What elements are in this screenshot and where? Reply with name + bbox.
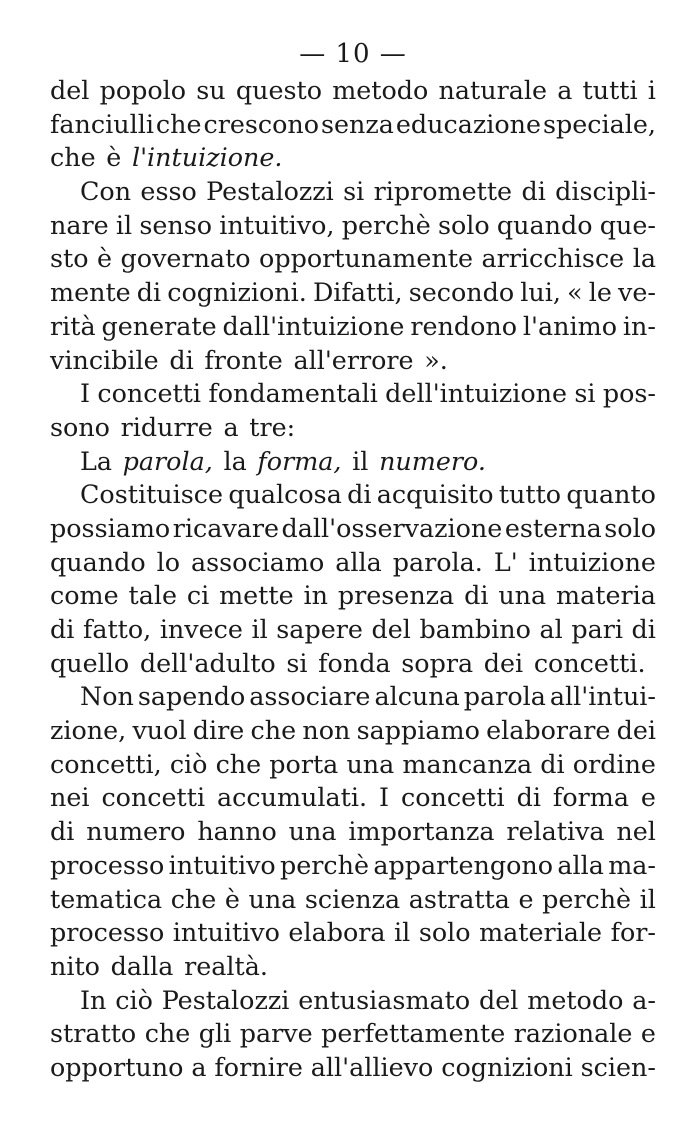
word: appartengono xyxy=(373,849,554,880)
word: parola xyxy=(463,681,546,712)
word: solo xyxy=(437,209,490,240)
word: all'allievo xyxy=(310,1051,434,1082)
text-line xyxy=(50,647,656,681)
word: sopra xyxy=(401,647,474,678)
word: « xyxy=(567,277,583,308)
page-number: — 10 — xyxy=(299,39,407,69)
text-line xyxy=(50,512,656,546)
word: I xyxy=(379,782,390,813)
word: perfettamente xyxy=(321,1018,506,1049)
word: perchè xyxy=(542,883,632,914)
word: rità xyxy=(50,310,96,341)
word: quando xyxy=(496,209,593,240)
word: entusiasmato xyxy=(298,984,471,1015)
word: le xyxy=(588,277,612,308)
word: la xyxy=(632,243,656,274)
word: ordine xyxy=(572,748,656,779)
word: solo xyxy=(418,917,471,948)
word: generate xyxy=(101,310,217,341)
word: non xyxy=(302,715,351,746)
word: come xyxy=(50,580,119,611)
word: di xyxy=(136,277,162,308)
word: e xyxy=(518,883,534,914)
word: materia xyxy=(556,580,656,611)
word: dei xyxy=(616,715,656,746)
word: perchè xyxy=(341,209,431,240)
word: si xyxy=(343,176,365,207)
word: tre: xyxy=(249,411,296,442)
word: e xyxy=(640,782,656,813)
text-line xyxy=(50,242,656,276)
word: del xyxy=(479,984,519,1015)
text-line xyxy=(50,984,656,1018)
word: che xyxy=(155,108,202,139)
text-line xyxy=(50,546,656,580)
word: intuitivo xyxy=(168,849,276,880)
word: intuitivo xyxy=(172,917,280,948)
word: parve xyxy=(239,1018,313,1049)
word: opportuno xyxy=(50,1051,184,1082)
word: metodo xyxy=(332,75,429,105)
word: dalla xyxy=(110,950,174,981)
word: mancanza xyxy=(402,748,533,779)
word: di xyxy=(516,782,541,813)
word: fanciulli xyxy=(50,108,154,139)
word: ma- xyxy=(608,849,656,880)
word: è xyxy=(106,142,122,173)
text-line xyxy=(50,478,656,512)
word: ricavare xyxy=(172,512,280,543)
word: pos- xyxy=(602,378,656,409)
word: ciò xyxy=(169,748,208,779)
word: numero xyxy=(86,816,186,847)
word: dire xyxy=(192,715,245,746)
word: mente xyxy=(50,277,131,308)
text-line xyxy=(50,1017,656,1051)
text-line xyxy=(50,344,656,378)
word: ridurre xyxy=(120,411,213,442)
word: I xyxy=(80,378,91,409)
word: una xyxy=(248,883,297,914)
word: pari xyxy=(571,614,623,644)
word: intuitivo, xyxy=(219,209,335,240)
word: sono xyxy=(50,411,110,442)
word: dei xyxy=(483,647,524,678)
text-line xyxy=(50,141,656,175)
word: fatto, xyxy=(82,614,152,644)
word: che xyxy=(144,1018,191,1049)
word: possiamo xyxy=(50,512,171,543)
text-line xyxy=(50,74,656,108)
word: forma, xyxy=(257,445,342,476)
word: fornire xyxy=(214,1051,303,1082)
word: all'errore xyxy=(293,344,414,375)
text-line xyxy=(50,748,656,782)
word: una xyxy=(498,580,547,611)
word: stratto xyxy=(50,1018,137,1049)
word: in- xyxy=(622,310,656,341)
word: vincibile xyxy=(50,344,159,375)
word: cognizioni. xyxy=(167,277,307,308)
word: di xyxy=(631,614,656,644)
word: elaborare xyxy=(486,715,611,746)
word: si xyxy=(574,378,596,409)
word: parola. xyxy=(392,546,483,577)
word: speciale, xyxy=(542,108,656,139)
word: sappiamo xyxy=(356,715,480,746)
word: che xyxy=(170,883,217,914)
word: l'animo xyxy=(522,310,617,341)
word: concetti. xyxy=(533,647,646,678)
word: la xyxy=(223,445,247,476)
word: dell'adulto xyxy=(139,647,276,678)
text-line xyxy=(50,377,656,411)
word: tematica xyxy=(50,883,163,914)
word: concetti xyxy=(101,782,206,813)
word: di xyxy=(540,748,565,779)
word: del xyxy=(371,614,411,644)
word: il xyxy=(115,209,133,240)
word: parola, xyxy=(122,445,213,476)
word: a xyxy=(191,1051,207,1082)
word: numero. xyxy=(379,445,486,476)
word: i xyxy=(647,75,656,105)
word: ci xyxy=(186,580,210,611)
word: bambino xyxy=(419,614,531,644)
word: tutto xyxy=(498,479,562,510)
text-line xyxy=(50,680,656,714)
word: lui, xyxy=(520,277,561,308)
text-line xyxy=(50,310,656,344)
word: senso xyxy=(139,209,213,240)
word: educazione xyxy=(395,108,542,139)
word: lo xyxy=(156,546,181,577)
word: dell'intuizione xyxy=(385,378,567,409)
word: vuol xyxy=(132,715,187,746)
text-line xyxy=(50,276,656,310)
text-line xyxy=(50,1051,656,1085)
word: del xyxy=(50,75,90,105)
text-line xyxy=(50,714,656,748)
word: tutti xyxy=(582,75,638,105)
word: accumulati. xyxy=(217,782,368,813)
text-line xyxy=(50,849,656,883)
word: che xyxy=(215,748,262,779)
word: opportunamente xyxy=(259,243,473,274)
word: concetti xyxy=(401,782,505,813)
word: crescono xyxy=(203,108,320,139)
word: nei xyxy=(50,782,90,813)
word: processo xyxy=(50,849,165,880)
word: in xyxy=(303,580,328,611)
word: porta xyxy=(269,748,339,779)
word: è xyxy=(224,883,240,914)
word: Pestalozzi xyxy=(161,984,290,1015)
text-line xyxy=(50,108,656,142)
word: forma xyxy=(552,782,629,813)
word: gli xyxy=(198,1018,232,1049)
word: l'intuizione. xyxy=(131,142,283,173)
word: di xyxy=(169,344,194,375)
word: associare xyxy=(249,681,371,712)
word: astratta xyxy=(408,883,510,914)
word: La xyxy=(80,445,112,476)
word: Non xyxy=(80,681,134,712)
word: all'intui- xyxy=(549,681,656,712)
word: ripromette xyxy=(373,176,513,207)
word: il xyxy=(352,445,369,476)
word: nel xyxy=(616,816,656,847)
word: importanza xyxy=(348,816,495,847)
text-line xyxy=(50,916,656,950)
word: sapere xyxy=(276,614,363,644)
text-line xyxy=(50,175,656,209)
text-line xyxy=(50,209,656,243)
word: que- xyxy=(599,209,656,240)
word: scienza xyxy=(304,883,401,914)
word: fonda xyxy=(318,647,391,678)
word: al xyxy=(539,614,563,644)
word: concetti xyxy=(97,378,202,409)
word: Con xyxy=(80,176,132,207)
word: senza xyxy=(320,108,394,139)
word: il xyxy=(251,614,268,644)
word: sapendo xyxy=(137,681,246,712)
word: hanno xyxy=(197,816,277,847)
word: il xyxy=(394,917,411,948)
text-line xyxy=(50,815,656,849)
word: rendono xyxy=(410,310,518,341)
word: quello xyxy=(50,647,130,678)
word: e xyxy=(640,1018,656,1049)
word: cognizioni xyxy=(441,1051,573,1082)
word: alla xyxy=(335,546,382,577)
text-line xyxy=(50,781,656,815)
word: fronte xyxy=(204,344,283,375)
word: il xyxy=(639,883,656,914)
text-line xyxy=(50,445,656,479)
word: L' xyxy=(493,546,518,577)
word: naturale xyxy=(438,75,547,105)
text-line xyxy=(50,883,656,917)
text-line xyxy=(50,579,656,613)
word: questo xyxy=(235,75,323,105)
word: alcuna xyxy=(374,681,460,712)
word: for- xyxy=(610,917,656,948)
word: Costituisce xyxy=(80,479,224,510)
word: associamo xyxy=(190,546,325,577)
word: di xyxy=(50,816,75,847)
word: a xyxy=(557,75,573,105)
word: materiale xyxy=(479,917,603,948)
word: ». xyxy=(424,344,448,375)
word: metodo xyxy=(527,984,624,1015)
word: elabora xyxy=(288,917,386,948)
word: quanto xyxy=(566,479,656,510)
word: secondo xyxy=(408,277,515,308)
word: realtà. xyxy=(184,950,268,981)
word: perchè xyxy=(280,849,370,880)
word: concetti, xyxy=(50,748,162,779)
word: di xyxy=(347,479,372,510)
word: di xyxy=(50,614,75,644)
word: Pestalozzi xyxy=(206,176,334,207)
text-line xyxy=(50,613,656,647)
word: ciò xyxy=(115,984,153,1015)
word: discipli- xyxy=(555,176,656,207)
word: solo xyxy=(604,512,656,543)
word: razionale xyxy=(513,1018,633,1049)
word: qualcosa xyxy=(228,479,342,510)
word: nare xyxy=(50,209,109,240)
word: intuizione xyxy=(528,546,656,577)
word: una xyxy=(346,748,395,779)
word: mette xyxy=(219,580,294,611)
word: ve- xyxy=(617,277,656,308)
word: dall'osservazione xyxy=(281,512,503,543)
word: che xyxy=(250,715,297,746)
word: popolo xyxy=(99,75,187,105)
word: processo xyxy=(50,917,165,948)
word: arricchisce xyxy=(481,243,625,274)
word: tale xyxy=(128,580,177,611)
word: scien- xyxy=(580,1051,656,1082)
word: presenza xyxy=(337,580,455,611)
word: una xyxy=(288,816,337,847)
word: di xyxy=(464,580,489,611)
word: esterna xyxy=(504,512,602,543)
word: a xyxy=(223,411,239,442)
word: è xyxy=(97,243,113,274)
word: quando xyxy=(50,546,146,577)
word: zione, xyxy=(50,715,127,746)
word: alla xyxy=(557,849,604,880)
text-line xyxy=(50,950,656,984)
body-text xyxy=(50,74,656,1085)
word: sto xyxy=(50,243,89,274)
word: acquisito xyxy=(376,479,494,510)
word: di xyxy=(521,176,546,207)
word: su xyxy=(196,75,226,105)
word: che xyxy=(50,142,96,173)
word: invece xyxy=(159,614,243,644)
word: a- xyxy=(632,984,656,1015)
word: relativa xyxy=(506,816,605,847)
word: esso xyxy=(140,176,197,207)
word: dall'intuizione xyxy=(222,310,405,341)
word: si xyxy=(286,647,308,678)
word: fondamentali xyxy=(208,378,378,409)
word: nito xyxy=(50,950,100,981)
word: governato xyxy=(120,243,251,274)
word: Difatti, xyxy=(312,277,403,308)
word: In xyxy=(80,984,107,1015)
text-line xyxy=(50,411,656,445)
